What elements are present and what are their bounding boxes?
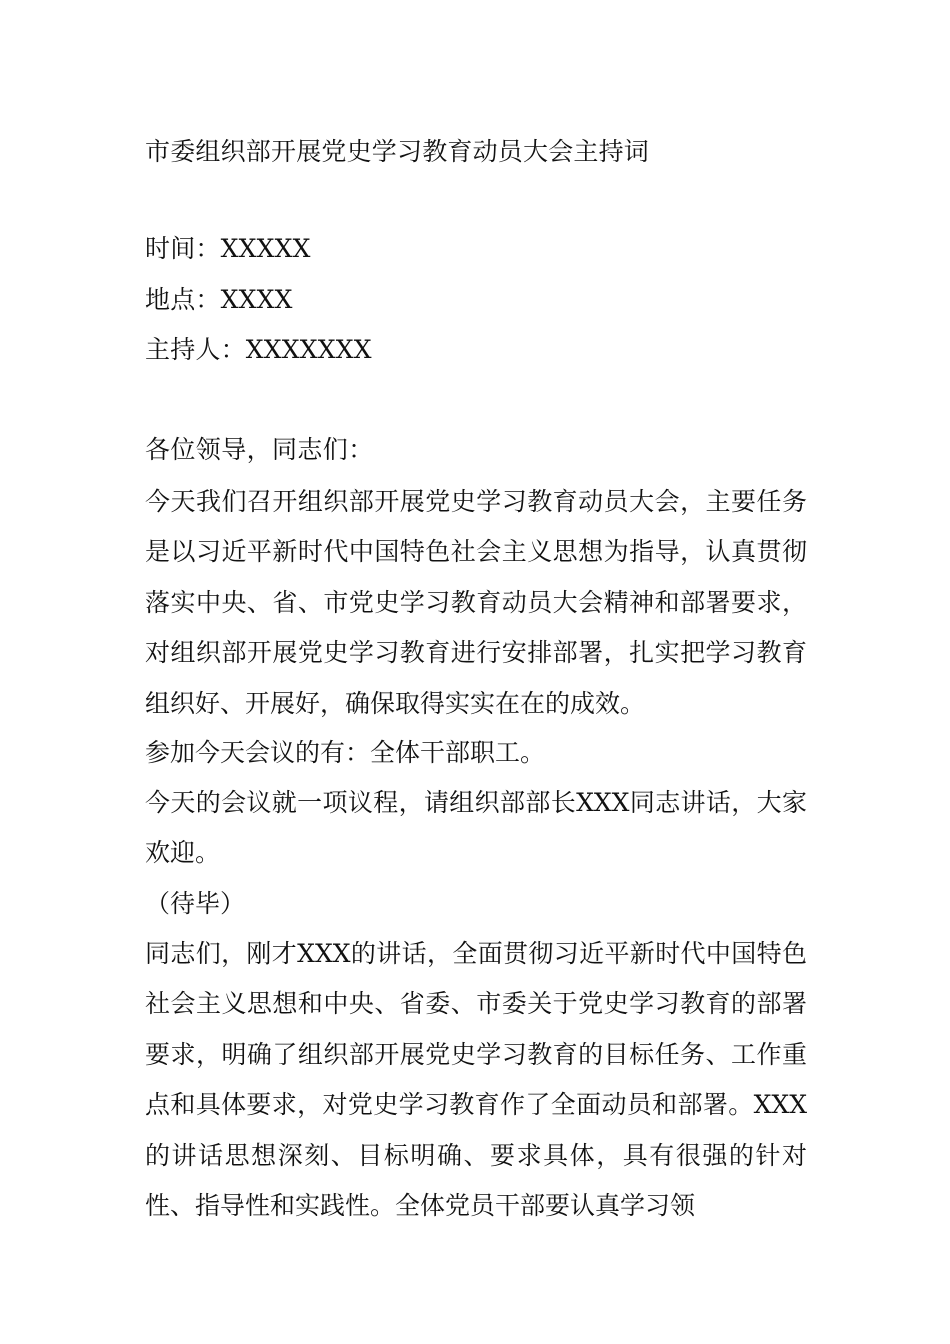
greeting: 各位领导，同志们：: [145, 435, 374, 464]
paragraph-pause-note: （待毕）: [145, 889, 246, 918]
meeting-host: 主持人：XXXXXXX: [145, 335, 372, 364]
paragraph-attendees: 参加今天会议的有：全体干部职工。: [145, 738, 546, 767]
paragraph-summary: 同志们，刚才XXX的讲话，全面贯彻习近平新时代中国特色社会主义思想和中央、省委、市委关于党史学习教育的部署要求，明确了组织部开展党史学习教育的目标任务、工作重点和具体要求，对党史学习教育作了全面动员和部署。XXX的讲话思想深刻、目标明确、要求具体，具有很强的针对性、指导性和实践性。全体党员干部要认真学习领: [145, 939, 807, 1221]
meeting-place: 地点：XXXX: [145, 285, 293, 314]
paragraph-opening: 今天我们召开组织部开展党史学习教育动员大会，主要任务是以习近平新时代中国特色社会主义思想为指导，认真贯彻落实中央、省、市党史学习教育动员大会精神和部署要求，对组织部开展党史学习教育进行安排部署，扎实把学习教育组织好、开展好，确保取得实实在在的成效。: [145, 487, 807, 718]
paragraph-agenda: 今天的会议就一项议程，请组织部部长XXX同志讲话，大家欢迎。: [145, 788, 807, 868]
meeting-time: 时间：XXXXX: [145, 234, 311, 263]
document-title: 市委组织部开展党史学习教育动员大会主持词: [145, 137, 650, 166]
